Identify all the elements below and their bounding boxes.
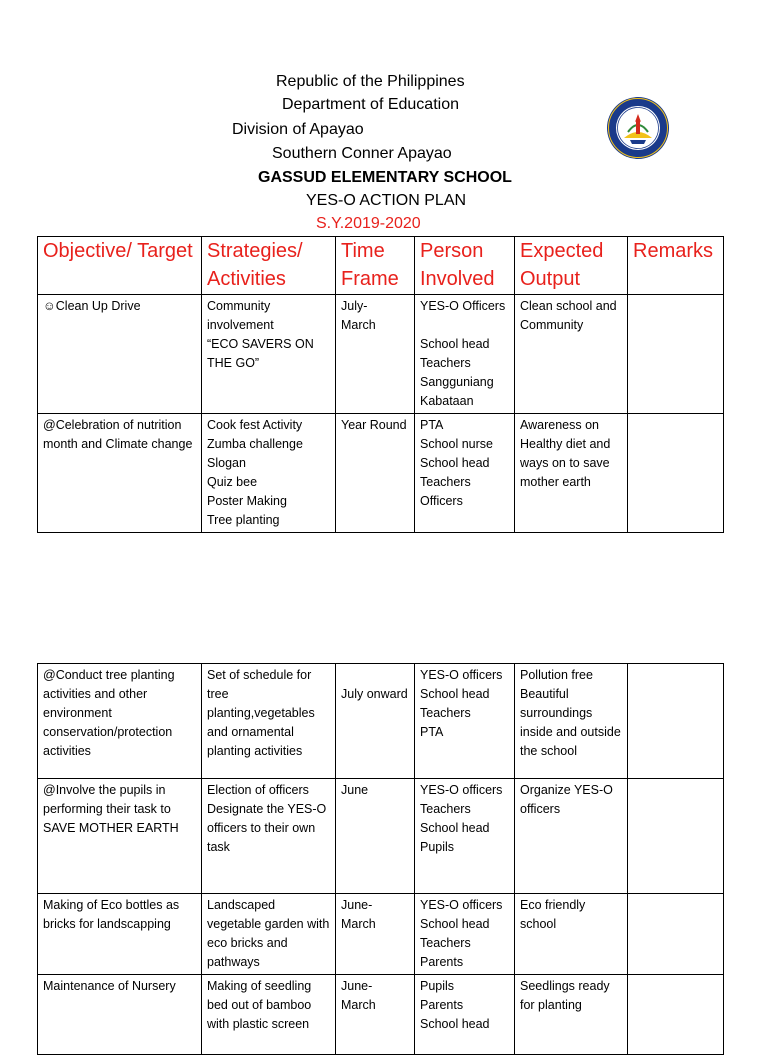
plan-title: YES-O ACTION PLAN xyxy=(306,192,467,209)
strategies-cell: Community involvement “ECO SAVERS ON THE GO” xyxy=(202,295,336,414)
strategies-cell: Election of officers Designate the YES-O officers to their own task xyxy=(202,779,336,894)
time-frame-cell: Year Round xyxy=(336,414,415,533)
time-frame-cell: June- March xyxy=(336,975,415,1055)
header-republic: Republic of the Philippines xyxy=(276,73,465,90)
table-row xyxy=(38,414,724,533)
school-year: S.Y.2019-2020 xyxy=(316,215,421,232)
persons-cell: PTA School nurse School head Teachers Officers xyxy=(415,414,515,533)
table-row xyxy=(38,664,724,779)
persons-cell: YES-O Officers School head Teachers Sangguniang Kabataan xyxy=(415,295,515,414)
column-header-person-involved: Person Involved xyxy=(415,237,515,295)
strategies-cell: Landscaped vegetable garden with eco bricks and pathways xyxy=(202,894,336,975)
remarks-cell xyxy=(628,975,724,1055)
output-cell: Seedlings ready for planting xyxy=(515,975,628,1055)
deped-seal-icon xyxy=(606,96,670,160)
time-frame-cell: June- March xyxy=(336,894,415,975)
table-row xyxy=(38,975,724,1055)
column-header-remarks: Remarks xyxy=(628,237,724,295)
table-row xyxy=(38,295,724,414)
column-header-expected-output: Expected Output xyxy=(515,237,628,295)
remarks-cell xyxy=(628,779,724,894)
school-name: GASSUD ELEMENTARY SCHOOL xyxy=(258,169,512,186)
persons-cell: YES-O officers School head Teachers PTA xyxy=(415,664,515,779)
remarks-cell xyxy=(628,295,724,414)
remarks-cell xyxy=(628,894,724,975)
objective-cell: ☺Clean Up Drive xyxy=(38,295,202,414)
action-plan-table-1 xyxy=(37,236,724,533)
objective-cell: Maintenance of Nursery xyxy=(38,975,202,1055)
output-cell: Clean school and Community xyxy=(515,295,628,414)
column-header-time-frame: Time Frame xyxy=(336,237,415,295)
time-frame-cell: July- March xyxy=(336,295,415,414)
output-cell: Eco friendly school xyxy=(515,894,628,975)
action-plan-table-2 xyxy=(37,663,724,1055)
header-division: Division of Apayao xyxy=(232,121,364,138)
objective-cell: Making of Eco bottles as bricks for landscapping xyxy=(38,894,202,975)
table-row xyxy=(38,779,724,894)
strategies-cell: Cook fest Activity Zumba challenge Slogan Quiz bee Poster Making Tree planting xyxy=(202,414,336,533)
objective-cell: @Involve the pupils in performing their task to SAVE MOTHER EARTH xyxy=(38,779,202,894)
time-frame-cell: July onward xyxy=(336,664,415,779)
persons-cell: YES-O officers School head Teachers Parents xyxy=(415,894,515,975)
time-frame-cell: June xyxy=(336,779,415,894)
table-header-row xyxy=(38,237,724,295)
strategies-cell: Set of schedule for tree planting,vegetables and ornamental planting activities xyxy=(202,664,336,779)
output-cell: Organize YES-O officers xyxy=(515,779,628,894)
table-row xyxy=(38,894,724,975)
column-header-strategies: Strategies/ Activities xyxy=(202,237,336,295)
remarks-cell xyxy=(628,414,724,533)
persons-cell: Pupils Parents School head xyxy=(415,975,515,1055)
objective-cell: @Celebration of nutrition month and Climate change xyxy=(38,414,202,533)
output-cell: Awareness on Healthy diet and ways on to save mother earth xyxy=(515,414,628,533)
column-header-objective: Objective/ Target xyxy=(38,237,202,295)
header-department: Department of Education xyxy=(282,96,459,113)
persons-cell: YES-O officers Teachers School head Pupils xyxy=(415,779,515,894)
strategies-cell: Making of seedling bed out of bamboo with plastic screen xyxy=(202,975,336,1055)
output-cell: Pollution free Beautiful surroundings inside and outside the school xyxy=(515,664,628,779)
remarks-cell xyxy=(628,664,724,779)
objective-cell: @Conduct tree planting activities and other environment conservation/protection activities xyxy=(38,664,202,779)
header-district: Southern Conner Apayao xyxy=(272,145,452,162)
